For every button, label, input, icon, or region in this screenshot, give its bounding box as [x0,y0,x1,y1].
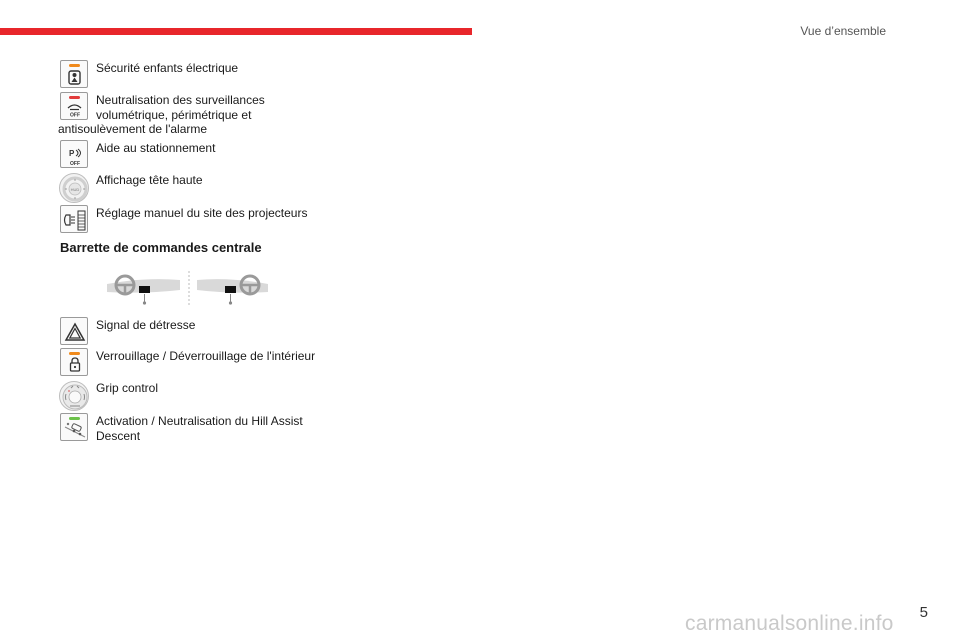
svg-text:P: P [69,149,75,158]
parking-sensor-off-icon [60,140,88,168]
item-label: Réglage manuel du site des projecteurs [96,206,308,220]
page-number: 5 [919,604,928,621]
item-label: Grip control [96,381,159,395]
item-label: Verrouillage / Déverrouillage de l'intérieur [96,349,316,363]
item-label: Sécurité enfants électrique [96,61,239,75]
header-red-bar [0,28,472,35]
hill-descent-icon [60,413,88,441]
item-label: Signal de détresse [96,318,196,332]
headlamp-adjust-icon [60,205,88,233]
hazard-warning-icon [60,317,88,345]
item-label: Aide au stationnement [96,141,216,155]
item-label: Affichage tête haute [96,173,203,187]
svg-text:OFF: OFF [70,112,80,119]
item-label: Activation / Neutralisation du Hill Assist Descent [96,414,303,443]
head-up-display-icon [59,173,89,203]
child-lock-icon [60,60,88,88]
item-label: Neutralisation des surveillances volumétrique, périmétrique et [96,93,265,122]
svg-text:OFF: OFF [70,161,80,167]
alarm-off-icon [60,92,88,120]
center-console-illustration [105,268,275,308]
central-lock-icon [60,348,88,376]
section-title: Vue d’ensemble [800,24,886,38]
watermark: carmanualsonline.info [685,612,894,635]
item-label-continued: antisoulèvement de l'alarme [58,122,208,136]
svg-text:HUD: HUD [70,186,80,192]
section-heading: Barrette de commandes centrale [60,240,262,255]
grip-control-icon [59,381,89,411]
